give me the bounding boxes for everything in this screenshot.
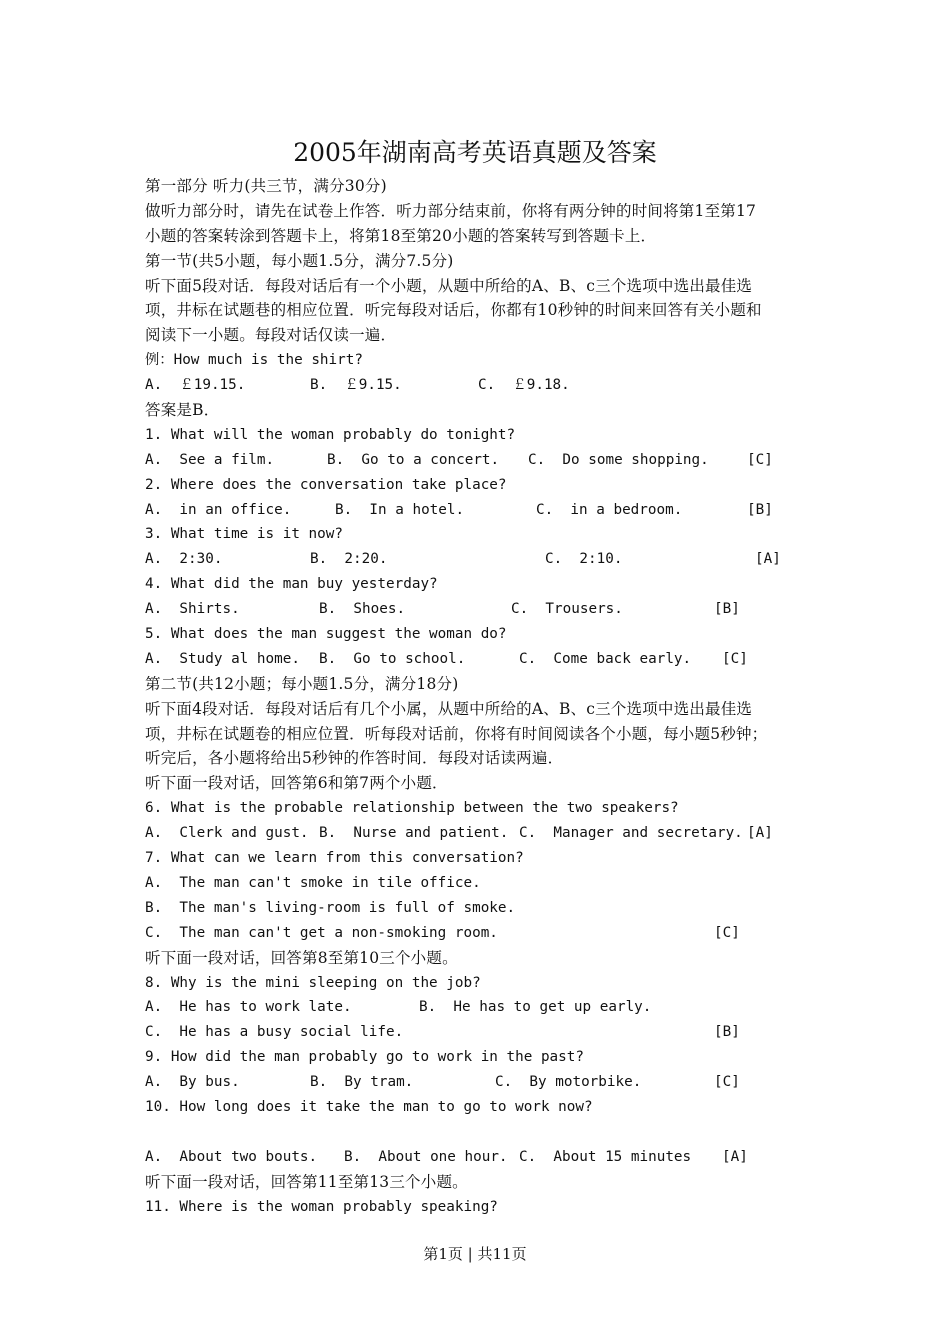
option-text: C. Manager and secretary. bbox=[519, 825, 743, 842]
text-line: 听下面一段对话，回答第11至第13三个小题。 bbox=[145, 1172, 468, 1191]
option-text: C. By motorbike. bbox=[495, 1074, 642, 1091]
text-line bbox=[145, 547, 825, 572]
option-text: C. Trousers. bbox=[511, 601, 623, 618]
text-line: 6. What is the probable relationship between the two speakers? bbox=[145, 800, 679, 817]
option-text: B. Go to school. bbox=[319, 650, 466, 667]
text-line bbox=[145, 1145, 825, 1170]
option-text: [C] bbox=[747, 451, 773, 468]
option-text: A. He has to work late. bbox=[145, 999, 352, 1016]
option-text: A. See a film. bbox=[145, 451, 275, 468]
text-line: 8. Why is the mini sleeping on the job? bbox=[145, 974, 481, 991]
text-line bbox=[145, 373, 825, 398]
option-text: [B] bbox=[714, 601, 740, 618]
option-text: A. ￡19.15. bbox=[145, 377, 246, 394]
option-text: B. Shoes. bbox=[319, 601, 406, 618]
option-text: B. He has to get up early. bbox=[419, 999, 652, 1016]
option-text: A. in an office. bbox=[145, 501, 292, 518]
text-line: 答案是B． bbox=[145, 401, 220, 420]
text-line: 1. What will the woman probably do tonight? bbox=[145, 426, 516, 443]
option-text: [C] bbox=[714, 924, 740, 941]
option-text: [C] bbox=[714, 1074, 740, 1091]
text-line: 项，井标在试题巷的相应位置．听完每段对话后，你都有10秒钟的时间来回答有关小题和 bbox=[145, 301, 762, 320]
option-text: B. In a hotel. bbox=[335, 501, 465, 518]
text-line: 10. How long does it take the man to go to work now? bbox=[145, 1098, 593, 1115]
option-text: B. 2:20. bbox=[310, 551, 388, 568]
text-line bbox=[145, 821, 825, 846]
text-line bbox=[145, 921, 825, 946]
option-text: A. About two bouts. bbox=[145, 1148, 318, 1165]
text-line bbox=[145, 995, 825, 1020]
text-line bbox=[145, 1070, 825, 1095]
text-line: 3. What time is it now? bbox=[145, 526, 343, 543]
document-title: 2005年湖南高考英语真题及答案 bbox=[293, 138, 657, 167]
text-line: 听下面一段对话，回答第8至第10三个小题。 bbox=[145, 948, 458, 967]
text-line: 听完后，各小题将给出5秒钟的作答时间．每段对话读两遍． bbox=[145, 749, 564, 768]
text-line bbox=[145, 1020, 825, 1045]
option-text: [A] bbox=[747, 825, 773, 842]
text-line: 7. What can we learn from this conversation? bbox=[145, 850, 524, 867]
text-line bbox=[145, 448, 825, 473]
text-line: 听下面一段对话，回答第6和第7两个小题． bbox=[145, 774, 448, 793]
text-line: 听下面4段对话．每段对话后有几个小属，从题中所给的A、B、c三个选项中选出最佳选 bbox=[145, 699, 753, 718]
option-text: C. in a bedroom. bbox=[536, 501, 683, 518]
text-line bbox=[145, 1120, 825, 1145]
text-line: 做听力部分时，请先在试卷上作答．听力部分结束前，你将有两分钟的时间将第1至第17 bbox=[145, 201, 757, 220]
option-text: A. By bus. bbox=[145, 1074, 240, 1091]
text-line: 第一部分 听力(共三节，满分30分) bbox=[145, 177, 387, 195]
text-line bbox=[145, 647, 825, 672]
option-text: [A] bbox=[755, 551, 781, 568]
text-line: 项，井标在试题卷的相应位置．听每段对话前，你将有时间阅读各个小题，每小题5秒钟； bbox=[145, 724, 768, 743]
text-line bbox=[145, 597, 825, 622]
option-text: C. 2:10. bbox=[545, 551, 623, 568]
text-line: 例：How much is the shirt? bbox=[145, 352, 363, 369]
option-text: C. Come back early. bbox=[519, 650, 692, 667]
option-text: B. ￡9.15. bbox=[310, 377, 402, 394]
option-text: [B] bbox=[714, 1024, 740, 1041]
text-line: B. The man's living-room is full of smoke. bbox=[145, 899, 516, 916]
text-line: 阅读下一小题。每段对话仅读一遍． bbox=[145, 326, 397, 345]
text-line: 9. How did the man probably go to work in the past? bbox=[145, 1049, 584, 1066]
text-line: 第一节(共5小题，每小题1.5分，满分7.5分) bbox=[145, 251, 454, 270]
option-text: C. The man can't get a non-smoking room. bbox=[145, 924, 498, 941]
option-text: B. Nurse and patient. bbox=[319, 825, 509, 842]
text-line: 听下面5段对话．每段对话后有一个小题，从题中所给的A、B、c三个选项中选出最佳选 bbox=[145, 276, 753, 295]
option-text: B. About one hour. bbox=[344, 1148, 508, 1165]
option-text: C. He has a busy social life. bbox=[145, 1024, 404, 1041]
option-text: A. Study al home. bbox=[145, 650, 300, 667]
document-body bbox=[145, 174, 825, 1219]
option-text: [A] bbox=[722, 1148, 748, 1165]
text-line: 第二节(共12小题；每小题1.5分，满分18分) bbox=[145, 674, 459, 693]
option-text: A. Shirts. bbox=[145, 601, 240, 618]
option-text: C. Do some shopping. bbox=[528, 451, 709, 468]
page-footer: 第1页 | 共11页 bbox=[423, 1245, 527, 1263]
text-line bbox=[145, 498, 825, 523]
option-text: [B] bbox=[747, 501, 773, 518]
text-line: 11. Where is the woman probably speaking? bbox=[145, 1198, 498, 1215]
text-line: 5. What does the man suggest the woman do? bbox=[145, 626, 507, 643]
text-line: 小题的答案转涂到答题卡上，将第18至第20小题的答案转写到答题卡上． bbox=[145, 226, 657, 245]
option-text: B. By tram. bbox=[310, 1074, 414, 1091]
option-text: A. 2:30. bbox=[145, 551, 223, 568]
text-line: 4. What did the man buy yesterday? bbox=[145, 576, 438, 593]
option-text: C. About 15 minutes bbox=[519, 1148, 692, 1165]
option-text: B. Go to a concert. bbox=[327, 451, 500, 468]
text-line: A. The man can't smoke in tile office. bbox=[145, 874, 481, 891]
option-text: C. ￡9.18. bbox=[478, 377, 570, 394]
option-text: [C] bbox=[722, 650, 748, 667]
option-text: A. Clerk and gust. bbox=[145, 825, 309, 842]
text-line: 2. Where does the conversation take place? bbox=[145, 476, 507, 493]
